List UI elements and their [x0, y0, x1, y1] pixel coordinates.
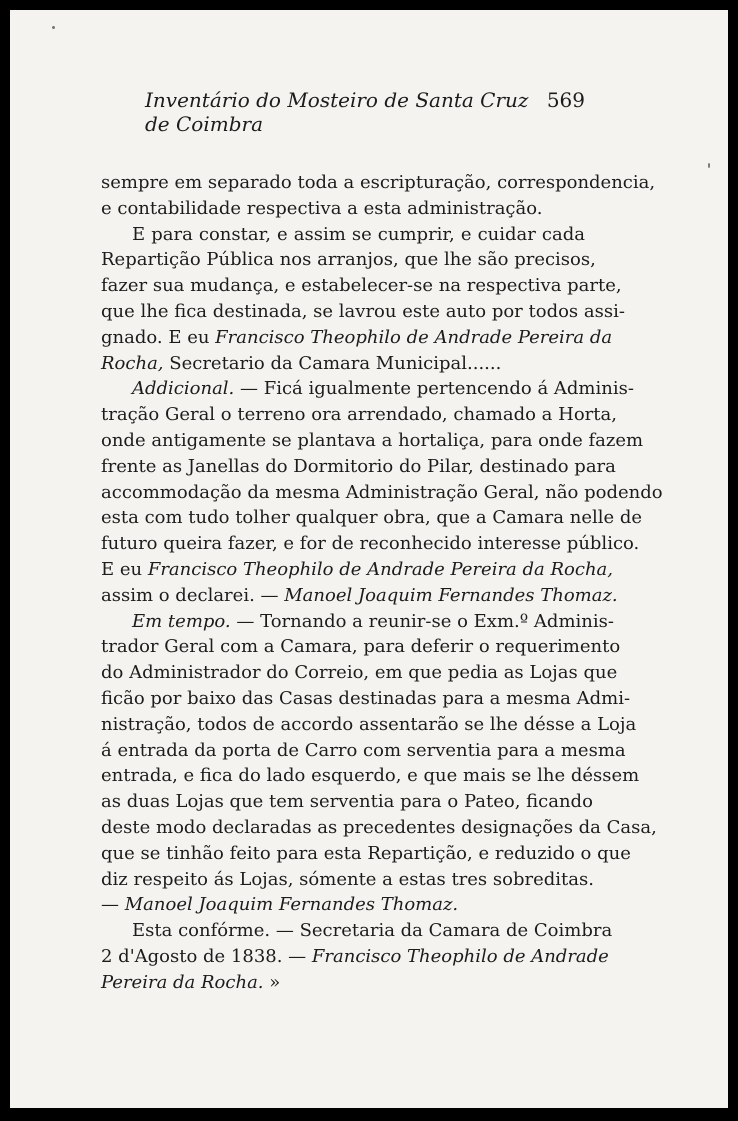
text-line: [101, 944, 609, 970]
text-line: [101, 892, 585, 918]
text-line: deste modo declaradas as precedentes designações da Casa,: [101, 816, 657, 838]
text-line: esta com tudo tolher qualquer obra, que a Camara nelle de: [101, 507, 643, 529]
text-run: gnado. E eu: [101, 326, 216, 348]
text-line: diz respeito ás Lojas, sómente a estas tres sobreditas.: [101, 868, 594, 890]
italic-name: Francisco Theophilo de Andrade: [311, 945, 609, 967]
text-line: E para constar, e assim se cumprir, e cuidar cada: [132, 223, 585, 245]
text-run: —: [101, 894, 125, 916]
text-line: futuro queira fazer, e for de reconhecido interesse público.: [101, 533, 640, 555]
text-line: frente as Janellas do Dormitorio do Pilar, destinado para: [101, 455, 616, 477]
running-title: Inventário do Mosteiro de Santa Cruz de Coimbra: [145, 88, 529, 136]
italic-name: Rocha,: [101, 352, 164, 374]
text-run: E eu: [101, 558, 148, 580]
text-line: Repartição Pública nos arranjos, que lhe são precisos,: [101, 249, 596, 271]
text-run: — Tornando a reunir-se o Exm.º Adminis-: [230, 610, 614, 632]
italic-heading: Em tempo.: [132, 610, 231, 632]
text-line: as duas Lojas que tem serventia para o Pateo, ficando: [101, 791, 593, 813]
dust-speck: [708, 163, 710, 168]
running-head: [145, 88, 585, 136]
text-line: do Administrador do Correio, em que pedia as Lojas que: [101, 662, 618, 684]
italic-heading: Addicional.: [132, 378, 235, 400]
italic-name: Manoel Joaquim Fernandes Thomaz.: [284, 584, 618, 606]
text-run: assim o declarei. —: [101, 584, 285, 606]
text-line: [101, 376, 634, 402]
text-line: entrada, e fica do lado esquerdo, e que mais se lhe déssem: [101, 765, 640, 787]
text-line: [101, 325, 613, 351]
italic-name: Pereira da Rocha.: [101, 971, 264, 993]
text-line: trador Geral com a Camara, para deferir o requerimento: [101, 636, 621, 658]
italic-name: Francisco Theophilo de Andrade Pereira da: [215, 326, 613, 348]
text-line: nistração, todos de accordo assentarão se lhe désse a Loja: [101, 713, 637, 735]
text-line: Esta confórme. — Secretaria da Camara de Coimbra: [132, 920, 613, 942]
italic-name: Manoel Joaquim Fernandes Thomaz.: [124, 894, 459, 916]
text-run: — Ficá igualmente pertencendo á Adminis-: [234, 378, 634, 400]
text-line: que se tinhão feito para esta Repartição, e reduzido o que: [101, 842, 631, 864]
text-line: tração Geral o terreno ora arrendado, chamado a Horta,: [101, 404, 617, 426]
text-run: »: [263, 971, 281, 993]
text-line: onde antigamente se plantava a hortaliça, para onde fazem: [101, 429, 644, 451]
page-text: [101, 88, 663, 996]
dust-speck: [52, 26, 55, 29]
text-line: [101, 609, 614, 635]
text-line: accommodação da mesma Administração Geral, não podendo: [101, 481, 663, 503]
text-run: 2 d'Agosto de 1838. —: [101, 945, 312, 967]
page-number: 569: [546, 88, 585, 112]
text-line: fazer sua mudança, e estabelecer-se na respectiva parte,: [101, 275, 622, 297]
text-run: Secretario da Camara Municipal......: [163, 352, 502, 374]
text-line: [101, 583, 618, 609]
text-line: e contabilidade respectiva a esta administração.: [101, 197, 543, 219]
italic-name: Francisco Theophilo de Andrade Pereira da Rocha,: [147, 558, 613, 580]
text-line: que lhe fica destinada, se lavrou este auto por todos assi-: [101, 300, 625, 322]
text-line: ficão por baixo das Casas destinadas para a mesma Admi-: [101, 687, 631, 709]
text-line: sempre em separado toda a escripturação, correspondencia,: [101, 172, 656, 193]
text-line: [101, 970, 585, 996]
text-line: á entrada da porta de Carro com serventia para a mesma: [101, 739, 626, 761]
text-line: [101, 351, 585, 377]
text-line: [101, 557, 613, 583]
